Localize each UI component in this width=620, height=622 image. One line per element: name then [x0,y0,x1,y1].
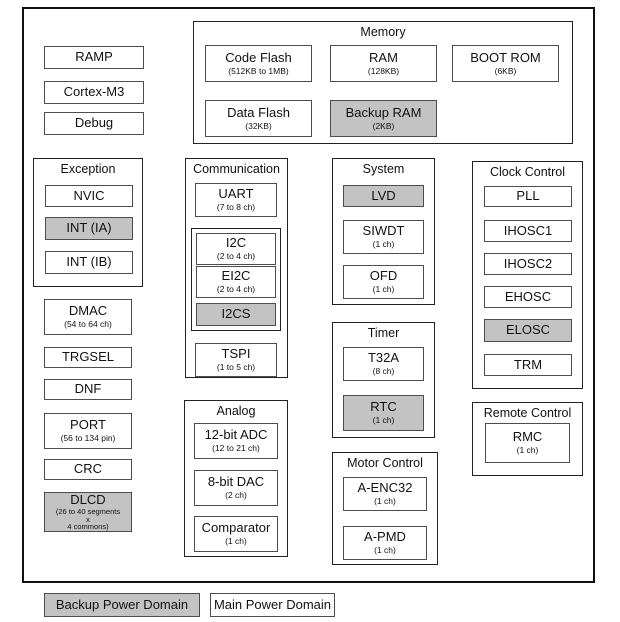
block-tspi [195,343,277,377]
block-pll: PLL [484,186,572,207]
block-ihosc2: IHOSC2 [484,253,572,275]
block-ofd-channels: (1 ch) [372,284,395,295]
block-a-pmd [343,526,427,560]
legend-main-power-domain: Main Power Domain [210,593,335,617]
block-t32a-label: T32A [367,350,400,366]
block-uart-label: UART [218,186,254,202]
block-dnf: DNF [44,379,132,400]
block-ei2c-channels: (2 to 4 ch) [216,284,256,295]
block-tspi-label: TSPI [221,346,251,362]
block-uart [195,183,277,217]
block-trgsel: TRGSEL [44,347,132,368]
block-ram [330,45,437,82]
timer-group-title: Timer [367,326,400,340]
block-code-flash-label: Code Flash [225,49,292,65]
block-dlcd [44,492,132,532]
remote-control-group-title: Remote Control [483,406,572,420]
block-8bit-dac [194,470,278,506]
block-dmac [44,299,132,335]
block-data-flash-label: Data Flash [227,104,290,120]
block-rmc [485,423,570,463]
block-elosc: ELOSC [484,319,572,342]
legend-backup-power-domain: Backup Power Domain [44,593,200,617]
block-a-pmd-label: A-PMD [364,529,406,545]
system-group-title: System [362,162,405,176]
block-8bit-dac-channels: (2 ch) [225,490,247,501]
block-dmac-channels: (54 to 64 ch) [64,319,112,330]
block-ramp: RAMP [44,46,144,69]
block-lvd: LVD [343,185,424,207]
block-nvic: NVIC [45,185,133,207]
block-i2c-label: I2C [225,235,247,251]
block-rtc-label: RTC [370,399,397,415]
block-dmac-label: DMAC [68,303,108,319]
block-comparator [194,516,278,552]
block-rtc-channels: (1 ch) [372,415,395,426]
block-i2cs: I2CS [196,303,276,326]
block-ihosc1: IHOSC1 [484,220,572,242]
block-a-enc32 [343,477,427,511]
block-rmc-channels: (1 ch) [516,445,539,456]
block-ei2c [196,266,276,298]
block-port-pins: (56 to 134 pin) [60,433,116,444]
block-code-flash [205,45,312,82]
block-backup-ram-label: Backup RAM [345,104,422,120]
block-siwdt [343,220,424,254]
block-rtc [343,395,424,431]
block-ofd-label: OFD [369,268,398,284]
block-trm: TRM [484,354,572,376]
block-int-ia: INT (IA) [45,217,133,240]
block-a-enc32-label: A-ENC32 [357,480,413,496]
block-ei2c-label: EI2C [221,268,251,284]
motor-control-group-title: Motor Control [347,456,423,470]
block-debug: Debug [44,112,144,135]
block-dlcd-label: DLCD [70,491,106,507]
block-code-flash-size: (512KB to 1MB) [228,65,289,76]
block-i2c-channels: (2 to 4 ch) [216,251,256,262]
block-siwdt-channels: (1 ch) [372,239,395,250]
block-boot-rom-label: BOOT ROM [470,49,541,65]
block-uart-channels: (7 to 8 ch) [216,202,256,213]
block-boot-rom [452,45,559,82]
block-rmc-label: RMC [512,429,543,445]
block-backup-ram-size: (2KB) [372,120,395,131]
block-comparator-label: Comparator [201,520,271,536]
block-data-flash [205,100,312,137]
block-cortex-m3: Cortex-M3 [44,81,144,104]
block-boot-rom-size: (6KB) [494,65,517,76]
clock-control-group-title: Clock Control [489,165,566,179]
block-t32a [343,347,424,381]
block-ram-size: (128KB) [367,65,400,76]
block-comparator-channels: (1 ch) [225,536,247,547]
block-siwdt-label: SIWDT [362,223,405,239]
block-i2c [196,233,276,265]
block-port [44,413,132,449]
block-backup-ram [330,100,437,137]
block-12bit-adc-label: 12-bit ADC [204,427,268,443]
block-ofd [343,265,424,299]
block-ehosc: EHOSC [484,286,572,308]
analog-group-title: Analog [216,404,256,418]
block-12bit-adc-channels: (12 to 21 ch) [212,443,260,454]
block-a-pmd-channels: (1 ch) [374,545,396,556]
exception-group-title: Exception [60,162,116,176]
block-12bit-adc [194,423,278,459]
communication-group-title: Communication [193,162,280,176]
block-8bit-dac-label: 8-bit DAC [207,474,265,490]
block-t32a-channels: (8 ch) [372,366,395,377]
block-a-enc32-channels: (1 ch) [374,496,396,507]
block-crc: CRC [44,459,132,480]
block-dlcd-segments: (26 to 40 segments [55,506,121,516]
block-ram-label: RAM [369,49,398,65]
block-int-ib: INT (IB) [45,251,133,274]
block-dlcd-times: x [86,514,90,524]
block-dlcd-commons: 4 commons) [67,522,109,532]
block-port-label: PORT [70,417,106,433]
memory-group-title: Memory [360,25,406,39]
block-tspi-channels: (1 to 5 ch) [216,362,256,373]
block-data-flash-size: (32KB) [245,120,272,131]
